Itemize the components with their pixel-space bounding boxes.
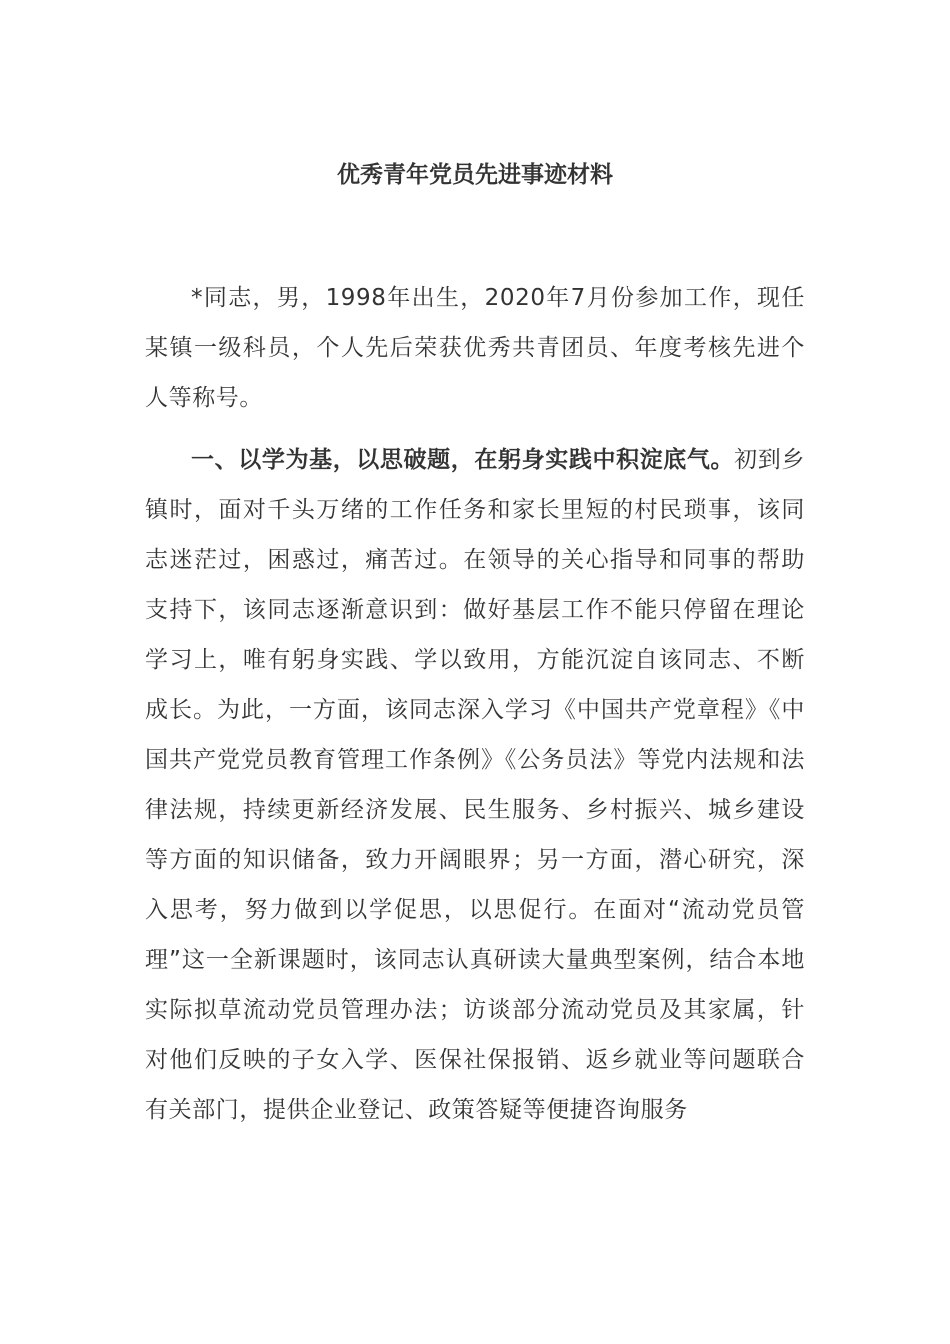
section-1-text: 初到乡镇时，面对千头万绪的工作任务和家长里短的村民琐事，该同志迷茫过，困惑过，痛苦过。在领导的关心指导和同事的帮助支持下，该同志逐渐意识到：做好基层工作不能只停留在理论学习上，唯有躬身实践、学以致用，方能沉淀自该同志、不断成长。为此，一方面，该同志深入学习《中国共产党章程》《中国共产党党员教育管理工作条例》《公务员法》等党内法规和法律法规，持续更新经济发展、民生服务、乡村振兴、城乡建设等方面的知识储备，致力开阔眼界；另一方面，潜心研究，深入思考，努力做到以学促思，以思促行。在面对“流动党员管理”这一全新课题时，该同志认真研读大量典型案例，结合本地实际拟草流动党员管理办法；访谈部分流动党员及其家属，针对他们反映的子女入学、医保社保报销、返乡就业等问题联合有关部门，提供企业登记、政策答疑等便捷咨询服务 (145, 447, 805, 1123)
intro-paragraph: *同志，男，1998年出生，2020年7月份参加工作，现任某镇一级科员，个人先后荣获优秀共青团员、年度考核先进个人等称号。 (145, 285, 805, 411)
section-1-paragraph (145, 435, 805, 1135)
section-1-heading: 一、以学为基，以思破题，在躬身实践中积淀底气。 (191, 447, 735, 473)
document-title: 优秀青年党员先进事迹材料 (337, 162, 613, 188)
